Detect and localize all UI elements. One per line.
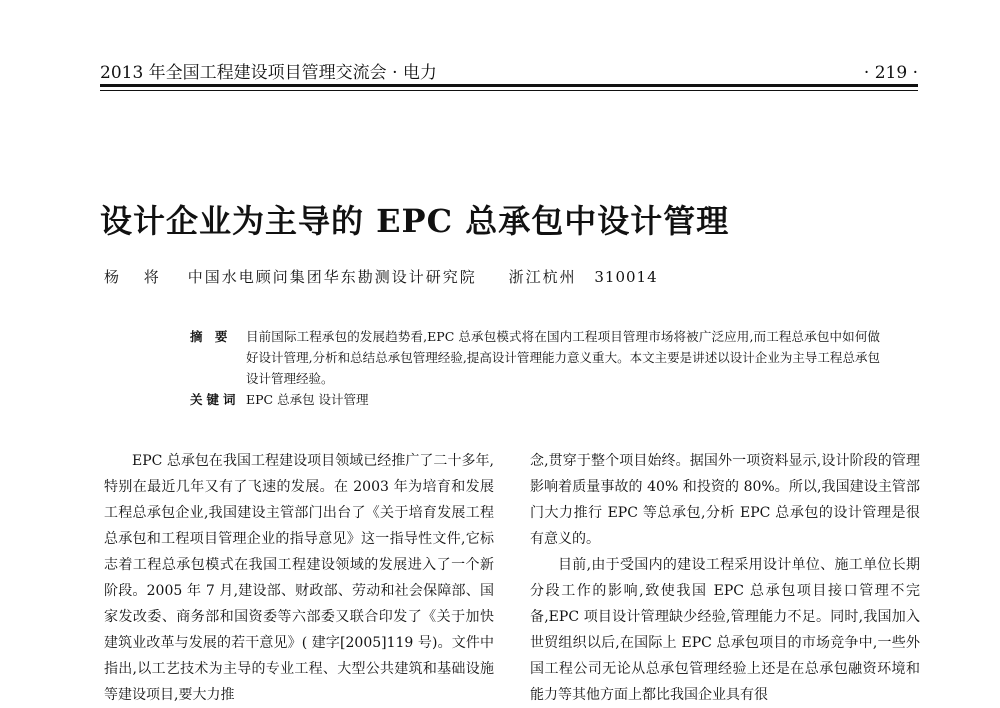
conference-name: 2013 年全国工程建设项目管理交流会 · 电力 xyxy=(100,63,437,83)
author-name: 杨 将 xyxy=(104,268,169,286)
header-rule-thick xyxy=(100,84,918,87)
keywords-label: 关键词 xyxy=(190,392,240,407)
body-paragraph: 目前,由于受国内的建设工程采用设计单位、施工单位长期分段工作的影响,致使我国 EPC 总承包项目接口管理不完备,EPC 项目设计管理缺少经验,管理能力不足。同时,我国加入世贸组织以后,在国际上 EPC 总承包项目的市场竞争中,一些外国工程公司无论从总承包管理经验上还是在总承包融资环境和能力等其他方面上都比我国企业具有很 xyxy=(530,557,920,703)
city: 浙江杭州 xyxy=(508,268,577,286)
abstract-label: 摘 要 xyxy=(190,329,232,344)
affiliation: 中国水电顾问集团华东勘测设计研究院 xyxy=(187,268,477,286)
body-paragraph: EPC 总承包在我国工程建设项目领域已经推广了二十多年,特别在最近几年又有了飞速的发展。在 2003 年为培育和发展工程总承包企业,我国建设主管部门出台了《关于培育发展工程总承包和工程项目管理企业的指导意见》这一指导性文件,它标志着工程总承包模式在我国工程建设领域的发展进入了一个新阶段。2005 年 7 月,建设部、财政部、劳动和社会保障部、国家发改委、商务部和国资委等六部委又联合印发了《关于加快建筑业改革与发展的若干意见》( 建字[2005]119 号)。文件中指出,以工艺技术为主导的专业工程、大型公共建筑和基础设施等建设项目,要大力推 xyxy=(104,453,494,703)
byline xyxy=(104,266,658,287)
keywords-row xyxy=(190,389,880,410)
body-column-right xyxy=(530,448,920,708)
body-paragraph: 念,贯穿于整个项目始终。据国外一项资料显示,设计阶段的管理影响着质量事故的 40% 和投资的 80%。所以,我国建设主管部门大力推行 EPC 等总承包,分析 EPC 总承包的设计管理是很有意义的。 xyxy=(530,453,920,547)
abstract-text: 目前国际工程承包的发展趋势看,EPC 总承包模式将在国内工程项目管理市场将被广泛应用,而工程总承包中如何做好设计管理,分析和总结总承包管理经验,提高设计管理能力意义重大。本文主要是讲述以设计企业为主导工程总承包设计管理经验。 xyxy=(246,329,880,386)
running-header xyxy=(100,58,918,83)
postcode: 310014 xyxy=(594,268,658,286)
header-rule-thin xyxy=(100,90,918,91)
body-column-left xyxy=(104,448,494,708)
page-number: · 219 · xyxy=(863,63,918,83)
keywords-text: EPC 总承包 设计管理 xyxy=(246,392,369,407)
article-title: 设计企业为主导的 EPC 总承包中设计管理 xyxy=(100,202,730,240)
abstract-row xyxy=(190,326,880,389)
abstract-block xyxy=(190,326,880,410)
